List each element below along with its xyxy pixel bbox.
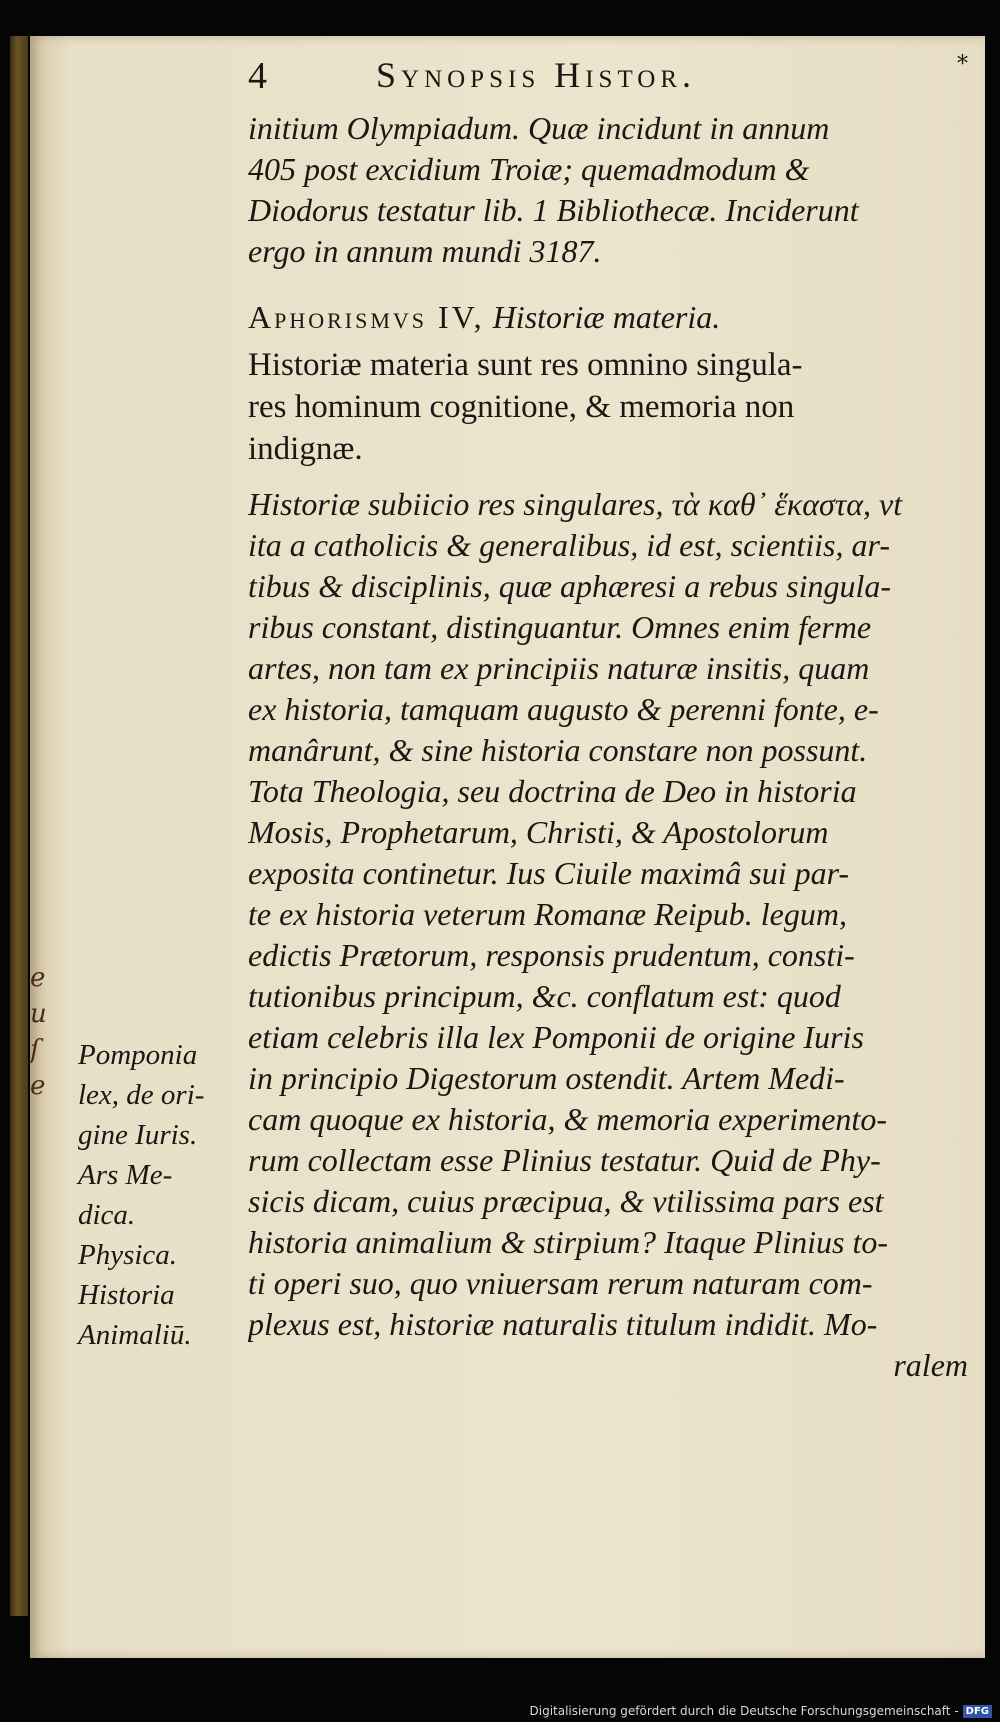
text-line: cam quoque ex historia, & memoria experimento-	[248, 1101, 887, 1137]
text-line: Historiæ materia sunt res omnino singula-	[248, 347, 803, 383]
sidenote-line: Ars Me-	[78, 1159, 173, 1191]
aphorism-heading	[248, 294, 968, 340]
text-line: Tota Theologia, seu doctrina de Deo in historia	[248, 773, 857, 809]
sidenote-line: Physica.	[78, 1239, 178, 1271]
text-line: in principio Digestorum ostendit. Artem Medi-	[248, 1060, 845, 1096]
text-line: indignæ.	[248, 431, 363, 467]
text-line: ribus constant, distinguantur. Omnes enim ferme	[248, 609, 872, 645]
text-line: ex historia, tamquam augusto & perenni fonte, e-	[248, 691, 879, 727]
text-line: artes, non tam ex principiis naturæ insitis, quam	[248, 650, 870, 686]
sidenote-line: dica.	[78, 1199, 136, 1231]
continuation-paragraph	[248, 108, 968, 272]
sidenote-line: Pomponia	[78, 1039, 198, 1071]
text-line: exposita continetur. Ius Ciuile maximâ sui par-	[248, 855, 850, 891]
credit-text: Digitalisierung gefördert durch die Deutsche Forschungsgemeinschaft -	[529, 1704, 959, 1718]
text-line: edictis Prætorum, responsis prudentum, consti-	[248, 937, 855, 973]
sidenote-line: Historia	[78, 1279, 175, 1311]
sidenote-line: lex, de ori-	[78, 1079, 205, 1111]
text-line: initium Olympiadum. Quæ incidunt in annum	[248, 110, 830, 146]
marginal-notes	[78, 1035, 248, 1355]
text-line: sicis dicam, cuius præcipua, & vtilissima pars est	[248, 1183, 884, 1219]
commentary-paragraph	[248, 484, 968, 1386]
sidenote-line: Animaliū.	[78, 1319, 192, 1351]
catchword: ralem	[893, 1347, 968, 1383]
text-line: plexus est, historiæ naturalis titulum indidit. Mo-	[248, 1306, 878, 1342]
text-line: ergo in annum mundi 3187.	[248, 233, 602, 269]
text-line: Diodorus testatur lib. 1 Bibliothecæ. Inciderunt	[248, 192, 859, 228]
text-line: historia animalium & stirpium? Itaque Plinius to-	[248, 1224, 889, 1260]
text-line: rum collectam esse Plinius testatur. Quid de Phy-	[248, 1142, 881, 1178]
aphorism-title: Historiæ materia.	[492, 299, 721, 335]
text-line: ita a catholicis & generalibus, id est, scientiis, ar-	[248, 527, 890, 563]
catchmark: *	[957, 52, 968, 77]
digitization-credit	[530, 1704, 993, 1718]
page-header	[248, 52, 968, 108]
aphorism-label: Aphorismvs IV,	[248, 299, 485, 335]
main-text-block	[248, 108, 968, 1386]
text-line: res hominum cognitione, & memoria non	[248, 389, 795, 425]
aphorism-text	[248, 344, 968, 470]
dfg-logo-icon: DFG	[963, 1705, 992, 1718]
text-line: tutionibus principum, &c. conflatum est: quod	[248, 978, 841, 1014]
text-line: manârunt, & sine historia constare non possunt.	[248, 732, 868, 768]
running-head: Synopsis Histor.	[376, 55, 696, 95]
sidenote-line: gine Iuris.	[78, 1119, 198, 1151]
text-line: 405 post excidium Troiæ; quemadmodum &	[248, 151, 810, 187]
text-line: ti operi suo, quo vniuersam rerum naturam com-	[248, 1265, 873, 1301]
gutter-bleedthrough: e u ſ e	[30, 963, 47, 1101]
page-number: 4	[248, 55, 267, 97]
book-spine	[10, 36, 28, 1616]
text-line: te ex historia veterum Romanæ Reipub. legum,	[248, 896, 847, 932]
text-line: Historiæ subiicio res singulares, τὰ καθ᾽ ἕκαστα, vt	[248, 486, 903, 522]
text-line: etiam celebris illa lex Pomponii de origine Iuris	[248, 1019, 864, 1055]
text-line: tibus & disciplinis, quæ aphæresi a rebus singula-	[248, 568, 891, 604]
text-line: Mosis, Prophetarum, Christi, & Apostolorum	[248, 814, 829, 850]
